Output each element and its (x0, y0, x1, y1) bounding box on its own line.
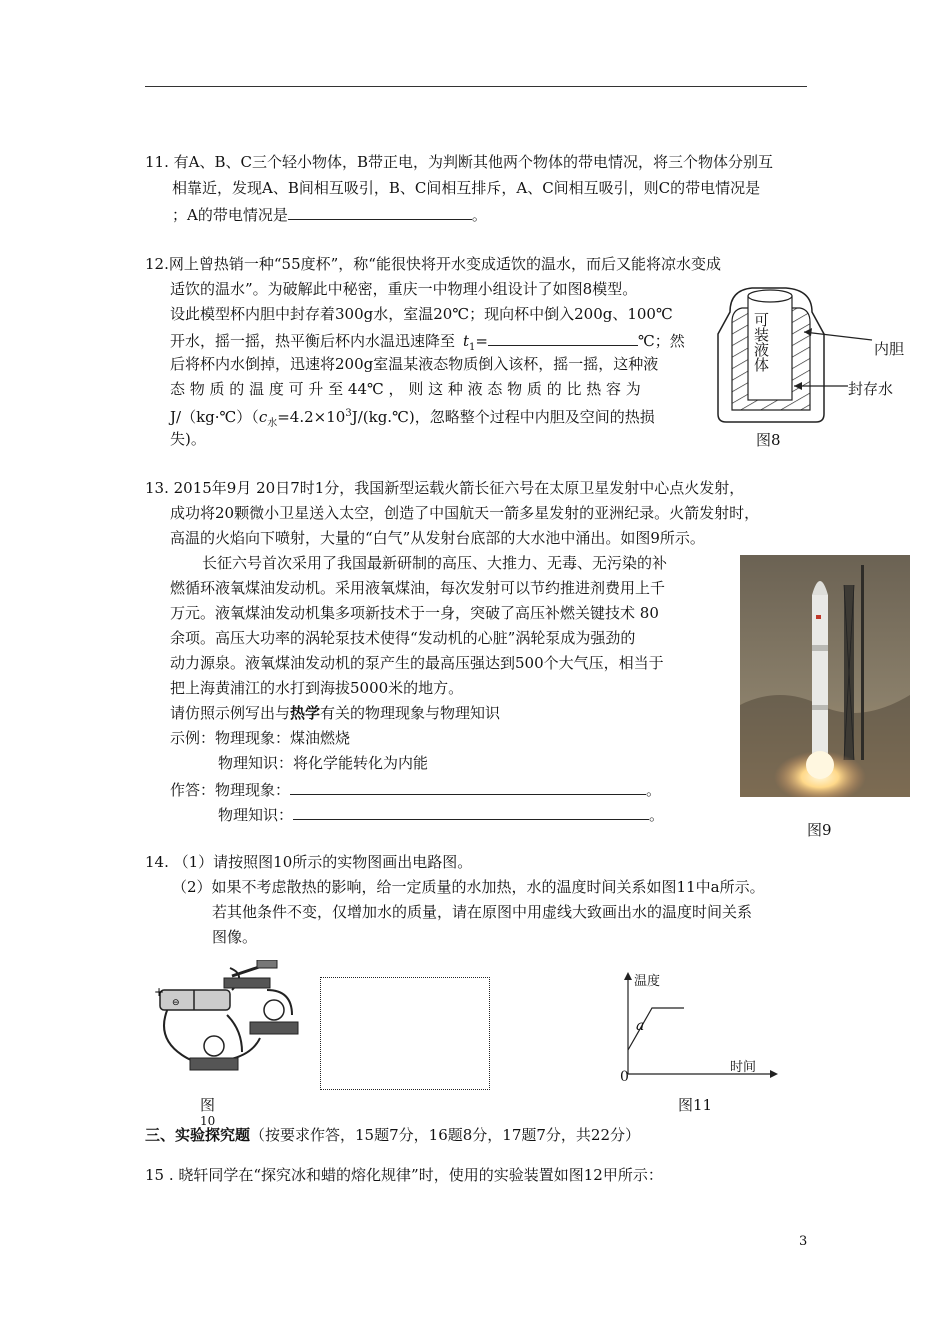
q12-t1-blank[interactable] (488, 329, 638, 346)
circuit-drawing-area[interactable] (320, 977, 490, 1090)
phenomenon-blank[interactable] (290, 778, 646, 795)
q15-line1: 15 . 晓轩同学在“探究冰和蜡的熔化规律”时，使用的实验装置如图12甲所示： (145, 1166, 663, 1184)
header-rule (145, 86, 807, 87)
q13-line5: 燃循环液氧煤油发动机。采用液氧煤油，每次发射可以节约推进剂费用上千 (170, 579, 666, 597)
q14-line3: 若其他条件不变，仅增加水的质量，请在原图中用虚线大致画出水的温度时间关系 (212, 903, 753, 921)
svg-text:⊖: ⊖ (172, 998, 180, 1008)
graph-ylabel: 温度 (634, 974, 661, 989)
q13-example-knowledge: 物理知识：将化学能转化为内能 (218, 754, 429, 772)
q13-line1: 13. 2015年9月 20日7时1分，我国新型运载火箭长征六号在太原卫星发射中心点火发射， (145, 479, 745, 497)
graph-xlabel: 时间 (730, 1060, 757, 1075)
label-inner-liner: 内胆 (874, 340, 905, 358)
section3-heading: 三、实验探究题（按要求作答，15题7分，16题8分，17题7分，共22分） (145, 1126, 640, 1144)
graph-origin: 0 (620, 1069, 629, 1085)
q11-line1: 11. 有A、B、C三个轻小物体，B带正电，为判断其他两个物体的带电情况，将三个物体分别互 (145, 153, 773, 171)
q13-line2: 成功将20颗微小卫星送入太空，创造了中国航天一箭多星发射的亚洲纪录。火箭发射时， (170, 504, 760, 522)
q12-line2: 适饮的温水”。为破解此中秘密，重庆一中物理小组设计了如图8模型。 (170, 280, 638, 298)
q12-line8: 失)。 (170, 430, 206, 448)
q13-line4: 长征六号首次采用了我国最新研制的高压、大推力、无毒、无污染的补 (202, 554, 668, 572)
q11-line3: ；A的带电情况是 。 (172, 203, 487, 225)
q13-answer-phenomenon: 作答：物理现象： 。 (170, 778, 661, 800)
svg-text:+: + (154, 985, 165, 999)
q12-line7: $J/(kg\cdot℃)(c_水=4.2\times 10^3J/(kg.℃)$，忽略整个过程中内胆及空间的热损 (170, 408, 655, 429)
page-number: 3 (799, 1234, 808, 1249)
q12-line1: 12.网上曾热销一种“55度杯”，称“能很快将开水变成适饮的温水，而后又能将凉水变成 (145, 255, 721, 273)
q14-line4: 图像。 (212, 928, 258, 946)
q11-answer-blank[interactable] (288, 203, 472, 220)
q13-line8: 动力源泉。液氧煤油发动机的泵产生的最高压强达到500个大气压，相当于 (170, 654, 664, 672)
figure10-caption-number: 10 (200, 1114, 216, 1128)
figure9-caption: 图9 (807, 821, 832, 839)
q13-line10: 请仿照示例写出与热学有关的物理现象与物理知识 (170, 704, 501, 722)
q12-line4: 开水，摇一摇，热平衡后杯内水温迅速降至 $t_1=$ ℃；然 (170, 329, 685, 358)
q12-line3: 设此模型杯内胆中封存着300g水，室温20℃；现向杯中倒入200g、100℃ (170, 305, 673, 323)
q13-line9: 把上海黄浦江的水打到海拔5000米的地方。 (170, 679, 464, 697)
rocket-launch-photo (740, 555, 910, 797)
figure10-caption: 图 (200, 1096, 216, 1114)
figure11-caption: 图11 (678, 1096, 713, 1114)
cup-inner-text: 可装液体 (752, 312, 770, 372)
q12-line5: 后将杯内水倒掉，迅速将200g室温某液态物质倒入该杯，摇一摇，这种液 (170, 355, 659, 373)
circuit-physical-figure10 (152, 960, 310, 1080)
label-sealed-water: 封存水 (848, 380, 894, 398)
q14-line2: （2）如果不考虑散热的影响，给一定质量的水加热，水的温度时间关系如图11中a所示。 (172, 878, 765, 896)
q13-answer-knowledge: 物理知识： 。 (218, 803, 664, 825)
figure8-caption: 图8 (756, 431, 781, 449)
q13-line6: 万元。液氧煤油发动机集多项新技术于一身，突破了高压补燃关键技术 80 (170, 604, 659, 622)
q13-line3: 高温的火焰向下喷射，大量的“白气”从发射台底部的大水池中涌出。如图9所示。 (170, 529, 705, 547)
q14-line1: 14. （1）请按照图10所示的实物图画出电路图。 (145, 853, 473, 871)
q11-line2: 相靠近，发现A、B间相互吸引，B、C间相互排斥，A、C间相互吸引，则C的带电情况是 (172, 179, 761, 197)
q13-line7: 余项。高压大功率的涡轮泵技术使得“发动机的心脏”涡轮泵成为强劲的 (170, 629, 636, 647)
q12-line6: 态 物 质 的 温 度 可 升 至 44℃ ， 则 这 种 液 态 物 质 的 比 热 容 为 (170, 380, 641, 398)
q13-example-phenomenon: 示例：物理现象：煤油燃烧 (170, 729, 351, 747)
graph-curve-label: a (636, 1018, 645, 1034)
knowledge-blank[interactable] (293, 803, 649, 820)
